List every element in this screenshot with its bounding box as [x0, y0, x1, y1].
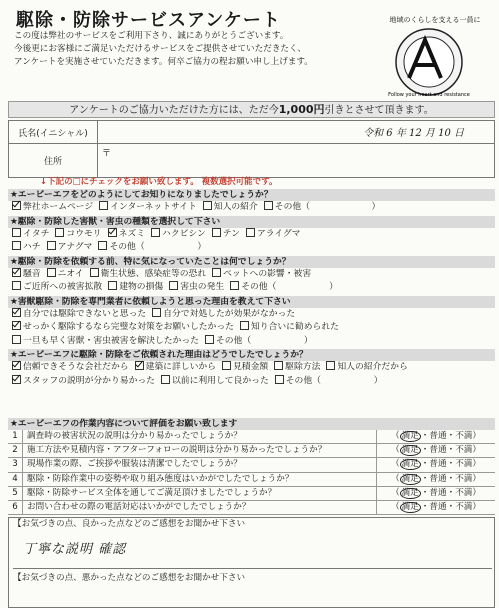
option-label: アライグマ	[256, 228, 301, 239]
checkbox-icon[interactable]	[47, 268, 56, 277]
checkbox-option[interactable]	[98, 241, 206, 255]
option-label: その他（ ）	[285, 375, 383, 386]
evaluation-question: 施工方法や見積内容・アフターフォローの説明は分かり易かったでしょうか？	[27, 445, 327, 456]
option-label: 見積金額	[232, 362, 269, 372]
name-row	[9, 121, 494, 144]
evaluation-row	[8, 501, 495, 515]
checked-box-icon[interactable]	[12, 268, 21, 277]
option-row	[8, 361, 495, 375]
checkbox-option[interactable]	[108, 228, 145, 242]
option-label: 自分で対処したが効果がなかった	[163, 308, 296, 319]
checkbox-icon[interactable]	[12, 241, 21, 250]
section-heading: ★害獣駆除・防除を専門業者に依頼しようと思った理由を教えて下さい	[8, 296, 495, 308]
checkbox-icon[interactable]	[275, 375, 284, 384]
evaluation-number: 2	[8, 444, 23, 457]
option-label: 害虫の発生	[180, 282, 225, 292]
option-label: スタッフの説明が分かり易かった	[23, 375, 155, 386]
date-value: 令和 6 年 12 月 10 日	[363, 128, 464, 139]
option-row	[8, 228, 495, 242]
customer-info-table	[8, 120, 495, 178]
option-row	[8, 308, 495, 322]
evaluation-question: 駆除・防除作業中の姿勢や取り組み態度はいかがでしたでしょうか？	[27, 473, 294, 484]
checkbox-icon[interactable]	[47, 241, 56, 250]
intro-line: 今後更にお客様にご満足いただけるサービスをご提供させていただきたく、	[14, 44, 307, 54]
option-label: 自分では駆除できないと思った	[23, 308, 147, 319]
option-label: 知り合いに勧められた	[250, 322, 339, 332]
intro-line: この度は弊社のサービスをご利用下さり、誠にありがとうございます。	[14, 31, 289, 41]
checked-box-icon[interactable]	[12, 308, 21, 317]
evaluation-scale: （ 満足 ・普通・不満）	[376, 501, 495, 514]
option-label: その他（ ）	[109, 242, 207, 252]
checkbox-option[interactable]	[205, 335, 313, 349]
checkbox-option[interactable]	[12, 335, 199, 349]
option-label: インターネットサイト	[110, 202, 197, 212]
selected-rating[interactable]: 満足	[401, 459, 419, 470]
checkbox-option[interactable]	[246, 228, 301, 242]
option-row	[8, 321, 495, 335]
rating-option[interactable]: 普通	[429, 445, 447, 456]
section-heading: ★駆除・防除した害獣・害虫の種類を選択して下さい	[8, 216, 495, 228]
banner-amount: 1,000円	[278, 103, 325, 116]
checkbox-option[interactable]	[99, 201, 197, 215]
instruction-note: ↓下記の□にチェックをお願い致します。 複数選択可能です。	[40, 177, 278, 187]
logo-sub: Follow your heart and resistance	[388, 92, 470, 98]
option-label: テン	[222, 228, 240, 239]
checkbox-option[interactable]	[264, 201, 381, 215]
checkbox-option[interactable]	[169, 281, 224, 295]
checkbox-option[interactable]	[135, 361, 216, 375]
checked-box-icon[interactable]	[108, 228, 117, 237]
checkbox-option[interactable]	[55, 228, 101, 242]
option-label: アナグマ	[57, 242, 93, 252]
checkbox-option[interactable]	[152, 308, 295, 322]
address-label: 住所	[9, 144, 98, 177]
option-label: 信頼できそうな会社だから	[23, 362, 129, 372]
checkbox-icon[interactable]	[212, 228, 221, 237]
logo-tagline: 地域のくらしを支える一員に	[389, 16, 481, 24]
checkbox-icon[interactable]	[264, 201, 273, 210]
evaluation-heading: ★エービーエフの作業内容について評価をお願い致します	[8, 418, 495, 430]
rating-option[interactable]: 不満	[455, 487, 473, 498]
good-comment-heading: 【お気づきの点、良かった点などのご感想をお聞かせ下さい	[13, 519, 246, 529]
intro-line: アンケートを実施させていただきます。何卒ご協力の程お願い申し上げます。	[14, 57, 313, 67]
question-sections	[8, 188, 495, 388]
checked-box-icon[interactable]	[12, 321, 21, 330]
option-label: その他（ ）	[241, 282, 338, 292]
checkbox-option[interactable]	[12, 308, 146, 322]
option-row	[8, 335, 495, 349]
checkbox-icon[interactable]	[222, 361, 231, 370]
evaluation-row	[8, 487, 495, 501]
checkbox-option[interactable]	[12, 361, 129, 375]
checkbox-icon[interactable]	[12, 281, 21, 290]
option-label: イタチ	[23, 228, 50, 239]
checkbox-icon[interactable]	[108, 281, 117, 290]
checkbox-icon[interactable]	[98, 241, 107, 250]
banner-post: 引きとさせて頂きます。	[324, 105, 434, 116]
checkbox-icon[interactable]	[246, 228, 255, 237]
rating-option[interactable]: 普通	[429, 487, 447, 498]
selected-rating[interactable]: 満足	[401, 487, 419, 498]
checkbox-option[interactable]	[108, 281, 163, 295]
selected-rating[interactable]: 満足	[401, 501, 419, 512]
option-label: 建物の損傷	[119, 282, 164, 292]
rating-option[interactable]: 不満	[455, 473, 473, 484]
option-row	[8, 241, 495, 255]
checked-box-icon[interactable]	[12, 361, 21, 370]
checkbox-icon[interactable]	[12, 335, 21, 344]
evaluation-row	[8, 473, 495, 487]
option-label: 知人の紹介だから	[337, 362, 408, 372]
checkbox-option[interactable]	[326, 361, 407, 375]
checkbox-icon[interactable]	[212, 268, 221, 277]
discount-banner	[8, 101, 495, 118]
checkbox-option[interactable]	[12, 281, 102, 295]
evaluation-scale: （ 満足 ・普通・不満）	[376, 444, 495, 457]
evaluation-scale: （ 満足 ・普通・不満）	[376, 473, 495, 486]
option-label: 駆除方法	[285, 362, 321, 372]
checkbox-option[interactable]	[12, 241, 41, 255]
good-comment-answer[interactable]: 丁寧な説明 確認	[23, 542, 127, 557]
checkbox-option[interactable]	[151, 228, 206, 242]
option-label: ニオイ	[57, 268, 84, 279]
banner-pre: アンケートのご協力いただけた方には、ただ今	[69, 105, 279, 116]
evaluation-question: お問い合わせの際の電話対応はいかがでしたでしょうか？	[27, 501, 251, 512]
option-row	[8, 268, 495, 282]
option-label: せっかく駆除するなら完璧な対策をお願いしたかった	[23, 322, 234, 332]
intro-text	[14, 30, 374, 69]
evaluation-number: 4	[8, 473, 23, 486]
option-label: ハクビシン	[162, 228, 206, 239]
checkbox-icon[interactable]	[203, 201, 212, 210]
section-heading: ★エービーエフをどのようにしてお知りになりましたでしょうか？	[8, 189, 495, 201]
option-label: コウモリ	[66, 228, 102, 239]
checkbox-icon[interactable]	[240, 321, 249, 330]
rating-option[interactable]: 普通	[429, 501, 447, 512]
evaluation-scale: （ 満足 ・普通・不満）	[376, 487, 495, 500]
section-heading: ★駆除・防除を依頼する前、特に気になっていたことは何でしょうか？	[8, 256, 495, 268]
checkbox-option[interactable]	[12, 228, 49, 242]
rating-option[interactable]: 不満	[455, 431, 473, 441]
checkbox-icon[interactable]	[90, 268, 99, 277]
rating-option[interactable]: 普通	[429, 431, 447, 441]
checkbox-icon[interactable]	[274, 361, 283, 370]
comment-box	[8, 517, 495, 608]
evaluation-scale: （ 満足 ・普通・不満）	[376, 430, 495, 443]
company-logo	[373, 10, 491, 100]
option-label: 建築に詳しいから	[145, 362, 216, 372]
checkbox-icon[interactable]	[161, 375, 170, 384]
evaluation-row	[8, 444, 495, 458]
selected-rating[interactable]: 満足	[401, 445, 419, 456]
evaluation-question: 駆除・防除サービス全体を通してご満足頂けましたでしょうか？	[27, 487, 277, 498]
evaluation-number: 5	[8, 487, 23, 500]
option-label: その他（ ）	[215, 335, 313, 346]
checkbox-icon[interactable]	[326, 361, 335, 370]
checkbox-option[interactable]	[212, 228, 240, 242]
page-title: 駆除・防除サービスアンケート	[16, 10, 281, 31]
option-label: ハチ	[23, 242, 41, 252]
evaluation-number: 3	[8, 458, 23, 471]
checkbox-option[interactable]	[240, 321, 339, 335]
checkbox-icon[interactable]	[55, 228, 64, 237]
checkbox-option[interactable]	[212, 268, 311, 282]
option-label: その他（ ）	[274, 202, 381, 212]
checkbox-option[interactable]	[12, 375, 155, 389]
checkbox-option[interactable]	[274, 361, 320, 375]
evaluation-number: 1	[8, 430, 23, 443]
selected-rating[interactable]: 満足	[401, 431, 419, 441]
evaluation-number: 6	[8, 501, 23, 514]
address-field[interactable]	[98, 144, 494, 177]
name-field[interactable]	[98, 121, 494, 143]
option-label: ペットへの影響・被害	[223, 268, 312, 279]
option-label: ネズミ	[118, 228, 146, 239]
checkbox-icon[interactable]	[99, 201, 108, 210]
checkbox-option[interactable]	[230, 281, 338, 295]
checkbox-option[interactable]	[203, 201, 258, 215]
checkbox-option[interactable]	[161, 375, 269, 389]
checkbox-icon[interactable]	[205, 335, 214, 344]
bad-comment-heading: 【お気づきの点、悪かった点などのご感想をお聞かせ下さい	[13, 568, 492, 583]
checkbox-option[interactable]	[12, 321, 234, 335]
postal-mark: 〒	[102, 149, 112, 159]
option-label: 衛生状態、感染症等の恐れ	[100, 268, 207, 279]
option-row	[8, 375, 495, 389]
option-row	[8, 281, 495, 295]
checkbox-option[interactable]	[12, 201, 93, 215]
checkbox-icon[interactable]	[12, 228, 21, 237]
checkbox-option[interactable]	[47, 268, 84, 282]
option-label: 以前に利用して良かった	[171, 375, 269, 386]
rating-option[interactable]: 不満	[455, 459, 473, 470]
rating-option[interactable]: 普通	[429, 473, 447, 484]
address-row	[9, 144, 494, 177]
rating-option[interactable]: 不満	[455, 501, 473, 512]
checkbox-option[interactable]	[275, 375, 383, 389]
selected-rating[interactable]: 満足	[401, 473, 419, 484]
checkbox-option[interactable]	[12, 268, 41, 282]
evaluation-table	[8, 418, 495, 515]
option-label: 一旦も早く害獣・害虫被害を解決したかった	[23, 335, 199, 346]
checkbox-icon[interactable]	[151, 228, 160, 237]
rating-option[interactable]: 普通	[429, 459, 447, 470]
rating-option[interactable]: 不満	[455, 445, 473, 456]
checkbox-option[interactable]	[222, 361, 268, 375]
evaluation-row	[8, 430, 495, 444]
checked-box-icon[interactable]	[135, 361, 144, 370]
option-label: 知人の紹介	[213, 202, 258, 212]
evaluation-question: 現場作業の際、ご挨拶や服装は清潔でしたでしょうか？	[27, 459, 242, 470]
option-label: ご近所への被害拡散	[23, 282, 103, 292]
checkbox-icon[interactable]	[230, 281, 239, 290]
section-heading: ★エービーエフに駆除・防除をご依頼された理由はどうでしたでしょうか？	[8, 349, 495, 361]
evaluation-question: 調査時の被害状況の説明は分かり易かったでしょうか？	[27, 431, 242, 441]
checkbox-option[interactable]	[47, 241, 93, 255]
evaluation-rows	[8, 430, 495, 515]
option-label: 弊社ホームページ	[23, 202, 94, 212]
option-label: 騒音	[23, 268, 41, 279]
evaluation-row	[8, 458, 495, 472]
evaluation-scale: （ 満足 ・普通・不満）	[376, 458, 495, 471]
name-label: 氏名(イニシャル)	[9, 121, 98, 143]
option-row	[8, 201, 495, 215]
checked-box-icon[interactable]	[12, 201, 21, 210]
checkbox-icon[interactable]	[152, 308, 161, 317]
checkbox-option[interactable]	[90, 268, 207, 282]
checked-box-icon[interactable]	[12, 375, 21, 384]
checkbox-icon[interactable]	[169, 281, 178, 290]
